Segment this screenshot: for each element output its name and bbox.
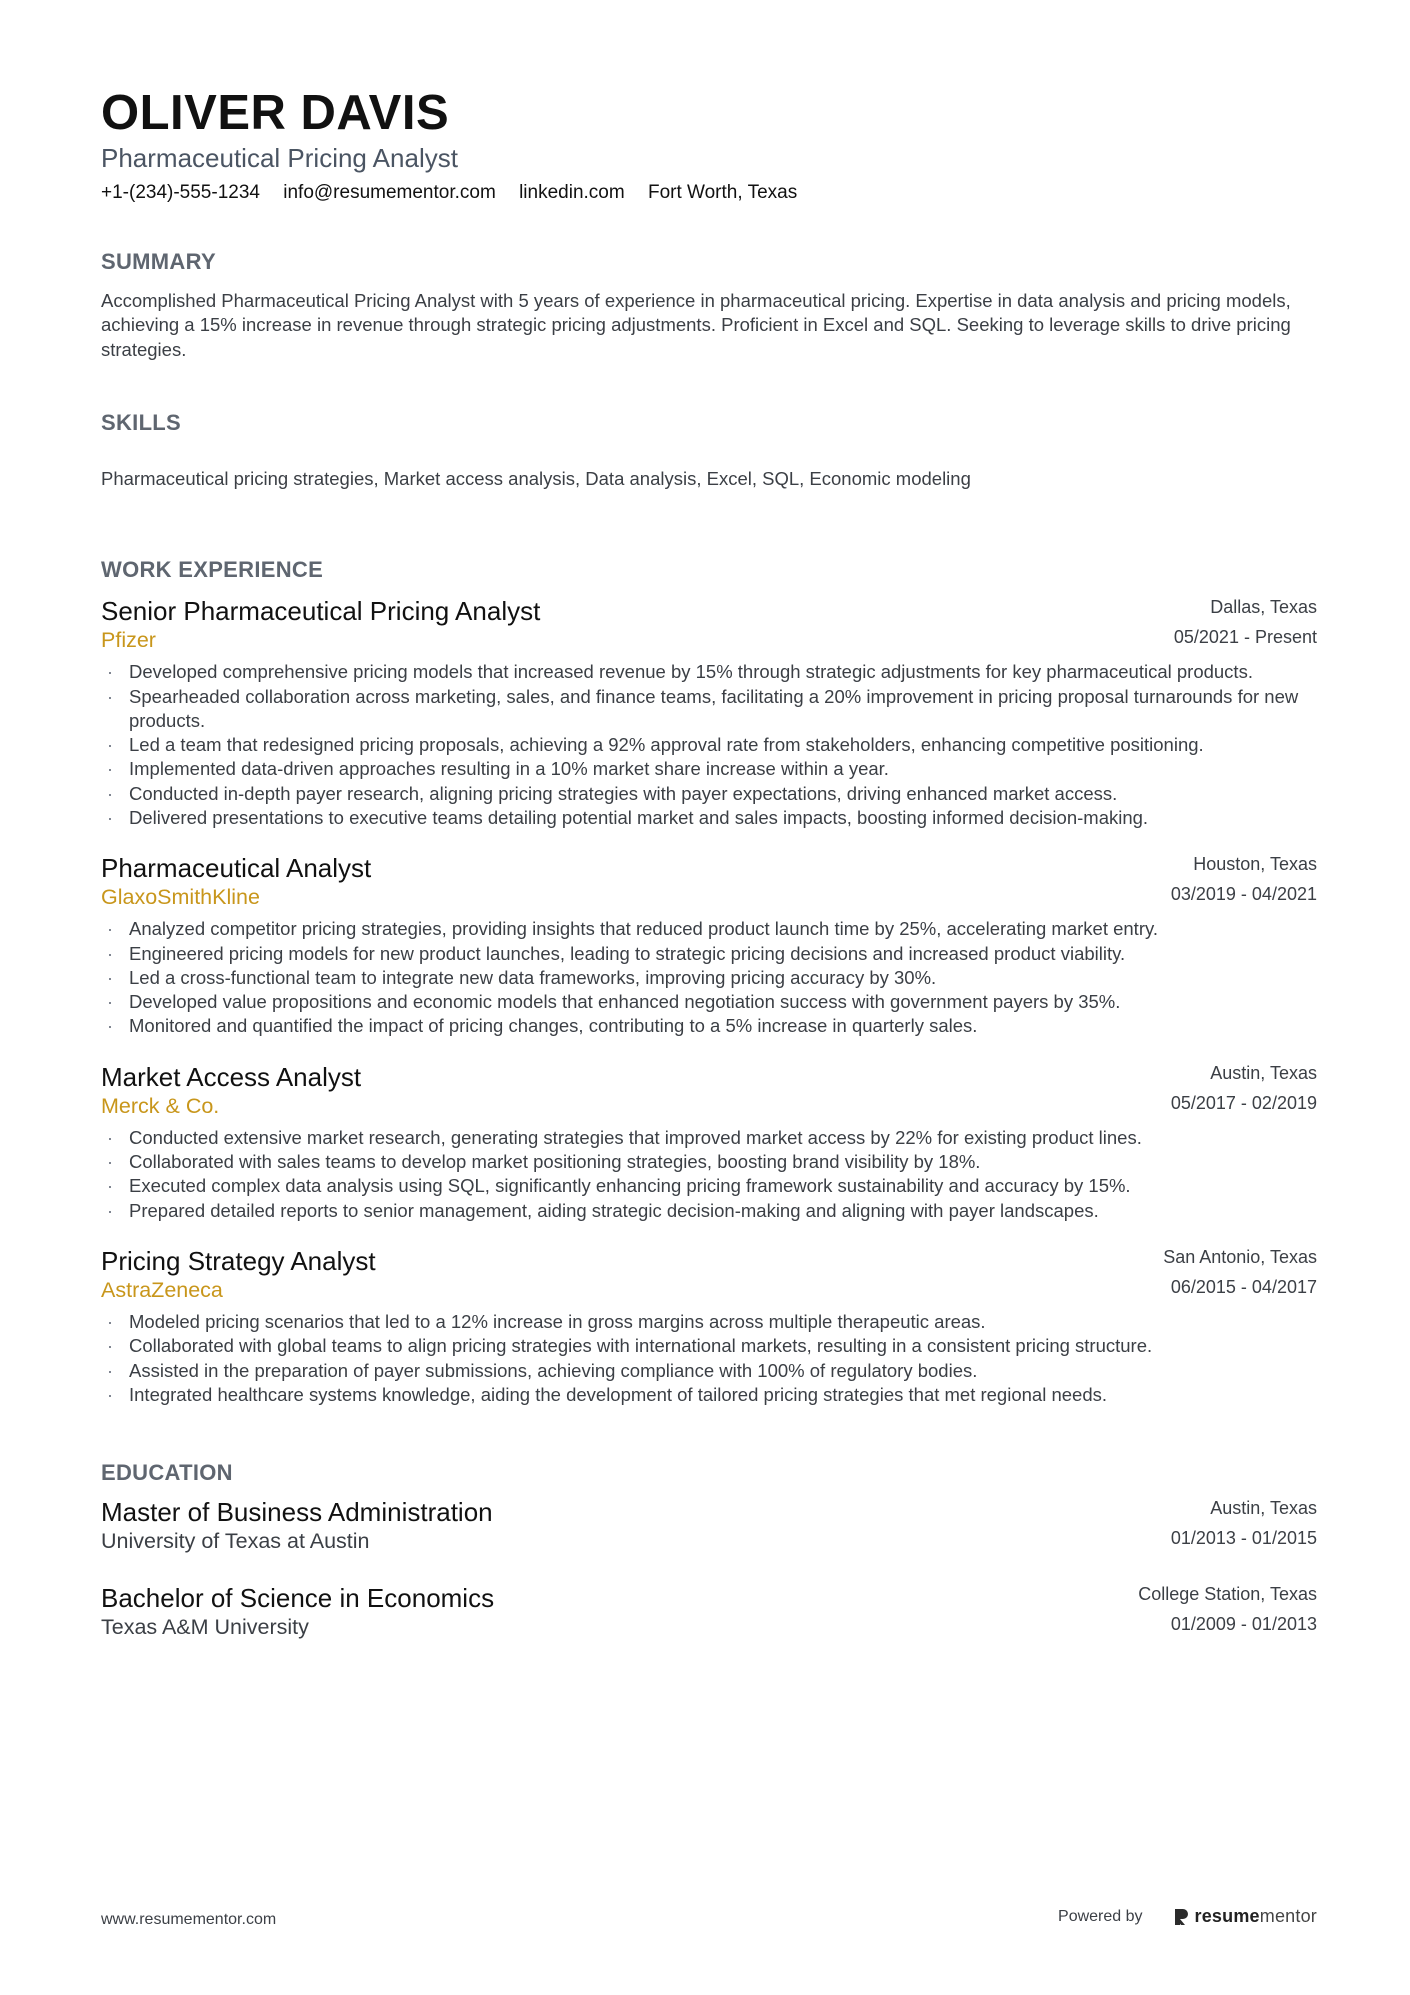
- job-entry: [101, 1246, 1317, 1407]
- contact-phone: +1-(234)-555-1234: [101, 182, 260, 203]
- education-dates: 01/2013 - 01/2015: [1170, 1528, 1317, 1549]
- job-bullet: · Developed value propositions and economic models that enhanced negotiation success with government payers by 35%.: [101, 990, 1321, 1014]
- education-location: Austin, Texas: [1210, 1498, 1317, 1519]
- footer-branding: [1058, 1906, 1317, 1927]
- work-experience-section: [101, 556, 1317, 1407]
- job-bullet: · Led a team that redesigned pricing proposals, achieving a 92% approval rate from stakeholders, enhancing competitive positioning.: [101, 733, 1321, 757]
- education-dates: 01/2009 - 01/2013: [1170, 1614, 1317, 1635]
- job-bullets: [101, 1310, 1317, 1407]
- candidate-name: OLIVER DAVIS: [101, 86, 450, 140]
- job-location: Houston, Texas: [1193, 854, 1317, 875]
- contact-linkedin[interactable]: linkedin.com: [519, 182, 625, 203]
- job-bullet: · Assisted in the preparation of payer submissions, achieving compliance with 100% of regulatory bodies.: [101, 1359, 1321, 1383]
- resumementor-logo-text[interactable]: [1195, 1906, 1317, 1927]
- contact-info: [101, 180, 1317, 206]
- job-dates: 05/2017 - 02/2019: [1170, 1092, 1317, 1113]
- candidate-headline: Pharmaceutical Pricing Analyst: [101, 143, 458, 173]
- job-bullet: · Delivered presentations to executive teams detailing potential market and sales impacts, boosting informed decision-making.: [101, 806, 1321, 830]
- job-dates: 05/2021 - Present: [1173, 627, 1317, 648]
- job-bullets: [101, 1126, 1317, 1223]
- job-location: San Antonio, Texas: [1163, 1246, 1317, 1267]
- skills-text: Pharmaceutical pricing strategies, Market access analysis, Data analysis, Excel, SQL, Economic modeling: [101, 468, 971, 490]
- job-bullet: · Engineered pricing models for new product launches, leading to strategic pricing decisions and increased product viability.: [101, 942, 1321, 966]
- job-title: Pricing Strategy Analyst: [101, 1245, 376, 1276]
- summary-text: Accomplished Pharmaceutical Pricing Analyst with 5 years of experience in pharmaceutical pricing. Expertise in data analysis and pricing models, achieving a 15% increase in revenue through strategic pricing adjustments. Proficient in Excel and SQL. Seeking to leverage skills to drive pricing strategies.: [101, 290, 1291, 360]
- job-bullet: · Monitored and quantified the impact of pricing changes, contributing to a 5% increase in quarterly sales.: [101, 1014, 1321, 1038]
- job-bullet: · Conducted extensive market research, generating strategies that improved market access by 22% for existing product lines.: [101, 1126, 1321, 1150]
- job-bullet: · Prepared detailed reports to senior management, aiding strategic decision-making and aligning with payer landscapes.: [101, 1199, 1321, 1223]
- contact-email[interactable]: info@resumementor.com: [283, 182, 496, 203]
- job-company: Pfizer: [101, 628, 156, 653]
- job-bullet: · Collaborated with sales teams to develop market positioning strategies, boosting brand visibility by 18%.: [101, 1150, 1321, 1174]
- education-entry: [101, 1497, 1317, 1557]
- job-entry: [101, 853, 1317, 1038]
- logo-text-light: mentor: [1259, 1906, 1317, 1926]
- job-header: [101, 1062, 1317, 1122]
- job-bullet: · Collaborated with global teams to align pricing strategies with international markets, resulting in a consistent pricing structure.: [101, 1334, 1321, 1358]
- job-bullet: · Led a cross-functional team to integrate new data frameworks, improving pricing accuracy by 30%.: [101, 966, 1321, 990]
- logo-text-bold: resume: [1194, 1906, 1260, 1926]
- job-title: Pharmaceutical Analyst: [101, 853, 372, 884]
- work-experience-heading: WORK EXPERIENCE: [101, 557, 324, 583]
- job-company: Merck & Co.: [101, 1093, 220, 1118]
- job-dates: 06/2015 - 04/2017: [1170, 1276, 1317, 1297]
- resumementor-logo-icon: [1173, 1907, 1189, 1927]
- skills-heading: SKILLS: [101, 410, 182, 436]
- job-location: Dallas, Texas: [1210, 597, 1317, 618]
- education-degree: Bachelor of Science in Economics: [101, 1583, 495, 1614]
- powered-by-label: Powered by: [1058, 1907, 1143, 1925]
- job-bullets: [101, 917, 1317, 1038]
- job-bullets: [101, 660, 1317, 830]
- job-header: [101, 1246, 1317, 1306]
- education-school: University of Texas at Austin: [101, 1529, 370, 1554]
- job-bullet: · Executed complex data analysis using SQL, significantly enhancing pricing framework sustainability and accuracy by 15%.: [101, 1174, 1321, 1198]
- education-entry: [101, 1583, 1317, 1643]
- job-company: AstraZeneca: [101, 1277, 223, 1302]
- job-bullet: · Analyzed competitor pricing strategies, providing insights that reduced product launch time by 25%, accelerating market entry.: [101, 917, 1321, 941]
- contact-location: Fort Worth, Texas: [647, 182, 798, 203]
- job-bullet: · Implemented data-driven approaches resulting in a 10% market share increase within a year.: [101, 757, 1321, 781]
- job-entry: [101, 596, 1317, 830]
- education-heading: EDUCATION: [101, 1460, 233, 1486]
- education-section: [101, 1459, 1317, 1643]
- skills-section: [101, 409, 1317, 491]
- summary-section: [101, 248, 1317, 362]
- job-header: [101, 596, 1317, 656]
- job-title: Market Access Analyst: [101, 1061, 362, 1092]
- job-company: GlaxoSmithKline: [101, 885, 260, 910]
- job-location: Austin, Texas: [1210, 1062, 1317, 1083]
- job-dates: 03/2019 - 04/2021: [1170, 884, 1317, 905]
- job-header: [101, 853, 1317, 913]
- job-title: Senior Pharmaceutical Pricing Analyst: [101, 596, 541, 627]
- summary-heading: SUMMARY: [101, 249, 216, 274]
- job-bullet: · Conducted in-depth payer research, aligning pricing strategies with payer expectations, driving enhanced market access.: [101, 782, 1321, 806]
- education-degree: Master of Business Administration: [101, 1497, 493, 1528]
- job-bullet: · Spearheaded collaboration across marketing, sales, and finance teams, facilitating a 20% improvement in pricing proposal turnarounds for new products.: [101, 685, 1321, 734]
- job-bullet: · Modeled pricing scenarios that led to a 12% increase in gross margins across multiple therapeutic areas.: [101, 1310, 1321, 1334]
- resume-page: [101, 84, 1317, 1643]
- resume-header: [101, 84, 1317, 206]
- footer-website[interactable]: www.resumementor.com: [101, 1911, 277, 1928]
- education-school: Texas A&M University: [101, 1615, 309, 1640]
- job-bullet: · Integrated healthcare systems knowledge, aiding the development of tailored pricing strategies that met regional needs.: [101, 1383, 1321, 1407]
- job-bullet: · Developed comprehensive pricing models that increased revenue by 15% through strategic adjustments for key pharmaceutical products.: [101, 660, 1321, 684]
- job-entry: [101, 1062, 1317, 1223]
- education-location: College Station, Texas: [1138, 1584, 1317, 1605]
